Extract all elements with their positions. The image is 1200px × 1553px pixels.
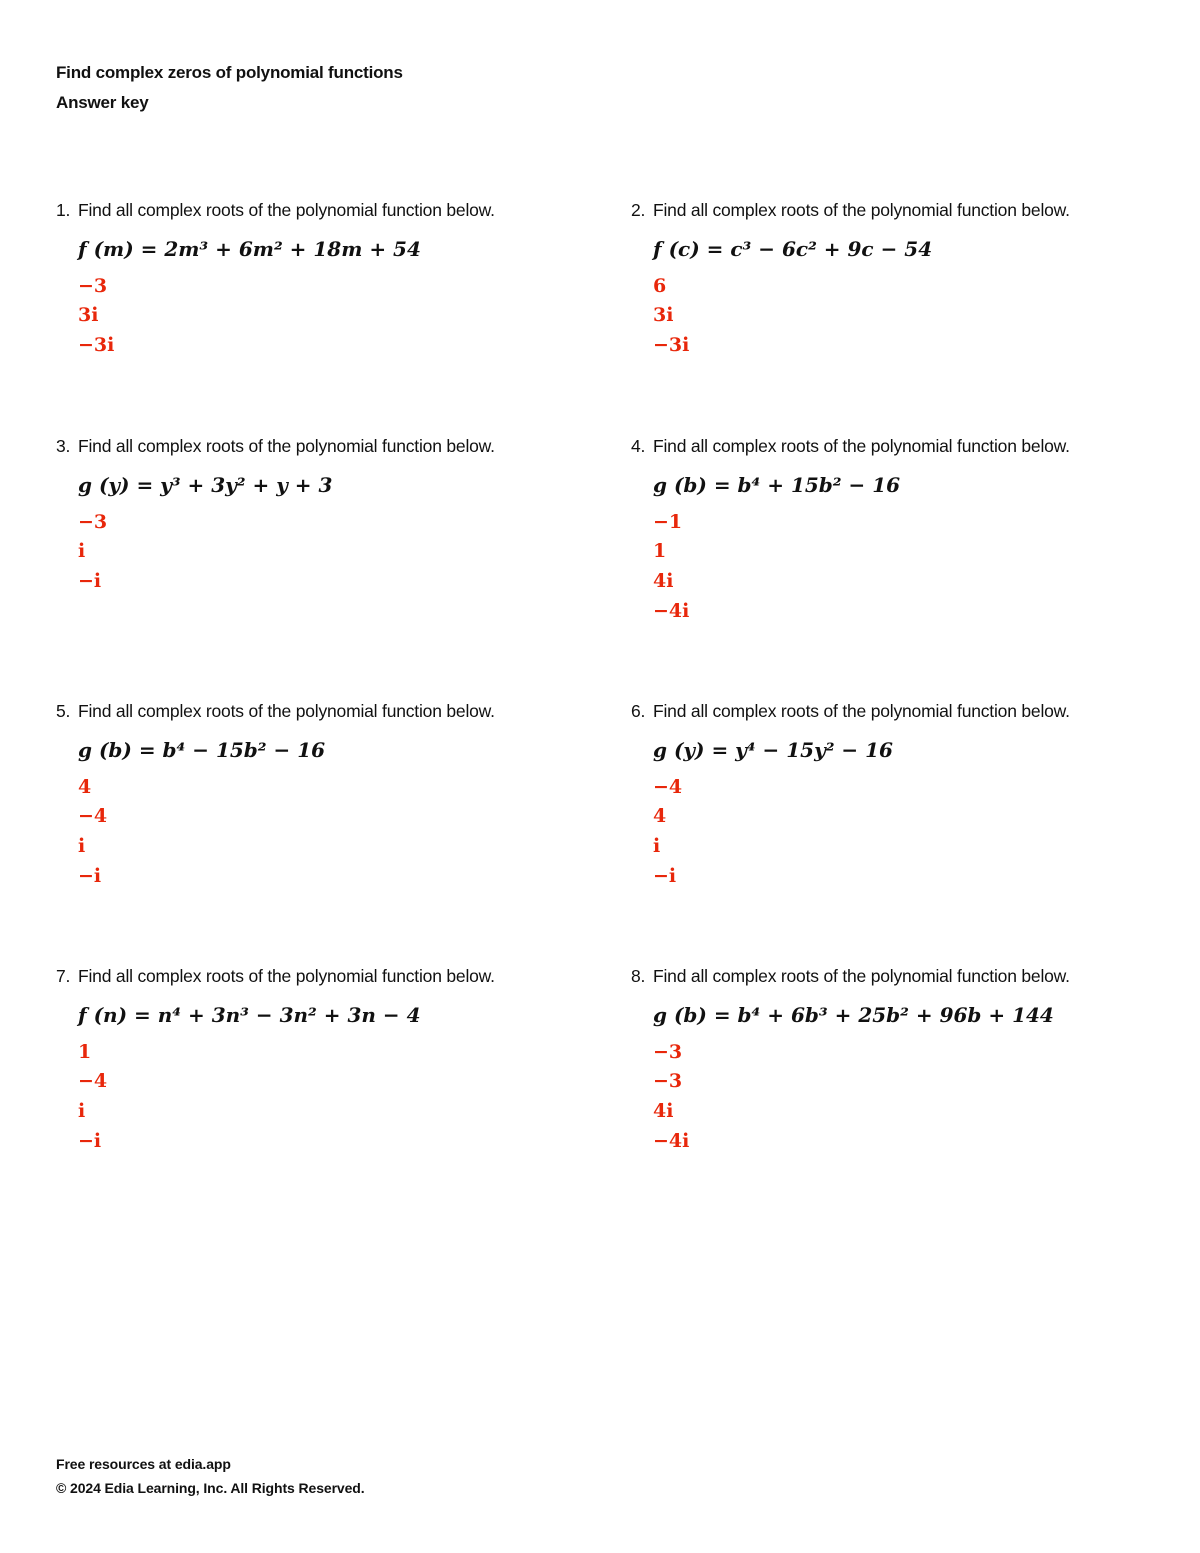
problem-number: 2. (631, 200, 646, 220)
answer-list (653, 1038, 1101, 1157)
problem-prompt (56, 962, 526, 992)
answer-root: −i (78, 1129, 102, 1152)
answer-list (653, 272, 1101, 361)
answer-root: i (78, 1099, 86, 1122)
answer-root: −4 (78, 805, 108, 828)
answer-root: −1 (653, 510, 683, 533)
answer-root: −3i (78, 333, 115, 356)
answer-root: −3 (78, 510, 108, 533)
answer-root: −3i (653, 333, 690, 356)
footer-copyright: © 2024 Edia Learning, Inc. All Rights Reserved. (56, 1480, 365, 1496)
problem-prompt (631, 432, 1101, 462)
problem-prompt (56, 196, 526, 226)
problem-prompt-text: Find all complex roots of the polynomial function below. (78, 200, 495, 220)
answer-list (653, 773, 1101, 892)
answer-root: i (78, 834, 86, 857)
problem-prompt-text: Find all complex roots of the polynomial function below. (653, 701, 1070, 721)
problem-1 (56, 196, 526, 361)
problem-2 (631, 196, 1101, 361)
problem-number: 4. (631, 436, 646, 456)
answer-root: −3 (78, 274, 108, 297)
problem-prompt-text: Find all complex roots of the polynomial function below. (653, 200, 1070, 220)
problem-prompt (56, 432, 526, 462)
answer-root: −4 (78, 1070, 108, 1093)
answer-list (78, 508, 526, 597)
problem-4 (631, 432, 1101, 626)
problem-6 (631, 697, 1101, 891)
problem-number: 1. (56, 200, 71, 220)
worksheet-title: Find complex zeros of polynomial functions (56, 63, 403, 82)
answer-root: 1 (78, 1040, 92, 1063)
answer-root: 6 (653, 274, 667, 297)
problem-equation: f (m) = 2m³ + 6m² + 18m + 54 (78, 236, 421, 261)
problem-prompt-text: Find all complex roots of the polynomial function below. (653, 966, 1070, 986)
problem-number: 7. (56, 966, 71, 986)
answer-root: −3 (653, 1070, 683, 1093)
problem-number: 6. (631, 701, 646, 721)
worksheet-header (56, 58, 403, 118)
answer-list (78, 272, 526, 361)
problem-prompt (56, 697, 526, 727)
answer-root: −3 (653, 1040, 683, 1063)
answer-root: 1 (653, 540, 667, 563)
answer-root: i (653, 834, 661, 857)
problem-3 (56, 432, 526, 597)
problem-number: 8. (631, 966, 646, 986)
problem-prompt (631, 697, 1101, 727)
answer-list (78, 773, 526, 892)
answer-root: −i (653, 864, 677, 887)
answer-root: −i (78, 569, 102, 592)
problem-equation: g (b) = b⁴ + 6b³ + 25b² + 96b + 144 (653, 1002, 1054, 1027)
problem-prompt-text: Find all complex roots of the polynomial function below. (78, 966, 495, 986)
problem-prompt (631, 962, 1101, 992)
page-footer (56, 1452, 365, 1500)
problem-equation: g (y) = y³ + 3y² + y + 3 (78, 472, 333, 497)
answer-root: 3i (653, 304, 674, 327)
answer-root: 3i (78, 304, 99, 327)
problem-equation: g (y) = y⁴ − 15y² − 16 (653, 737, 893, 762)
problem-equation: f (c) = c³ − 6c² + 9c − 54 (653, 236, 933, 261)
problem-5 (56, 697, 526, 891)
problem-prompt-text: Find all complex roots of the polynomial function below. (78, 436, 495, 456)
problem-number: 5. (56, 701, 71, 721)
problem-equation: f (n) = n⁴ + 3n³ − 3n² + 3n − 4 (78, 1002, 421, 1027)
answer-root: 4 (653, 805, 667, 828)
problem-prompt-text: Find all complex roots of the polynomial function below. (78, 701, 495, 721)
problem-7 (56, 962, 526, 1156)
problem-8 (631, 962, 1101, 1156)
answer-root: 4 (78, 775, 92, 798)
problem-equation: g (b) = b⁴ + 15b² − 16 (653, 472, 901, 497)
answer-root: −4 (653, 775, 683, 798)
problem-equation: g (b) = b⁴ − 15b² − 16 (78, 737, 326, 762)
answer-root: −i (78, 864, 102, 887)
answer-list (653, 508, 1101, 627)
problem-prompt-text: Find all complex roots of the polynomial function below. (653, 436, 1070, 456)
problem-number: 3. (56, 436, 71, 456)
footer-resources-link[interactable]: Free resources at edia.app (56, 1456, 231, 1472)
worksheet-subtitle: Answer key (56, 93, 149, 112)
answer-list (78, 1038, 526, 1157)
answer-root: i (78, 540, 86, 563)
answer-root: −4i (653, 599, 690, 622)
problem-prompt (631, 196, 1101, 226)
answer-root: 4i (653, 569, 674, 592)
answer-root: 4i (653, 1099, 674, 1122)
answer-root: −4i (653, 1129, 690, 1152)
